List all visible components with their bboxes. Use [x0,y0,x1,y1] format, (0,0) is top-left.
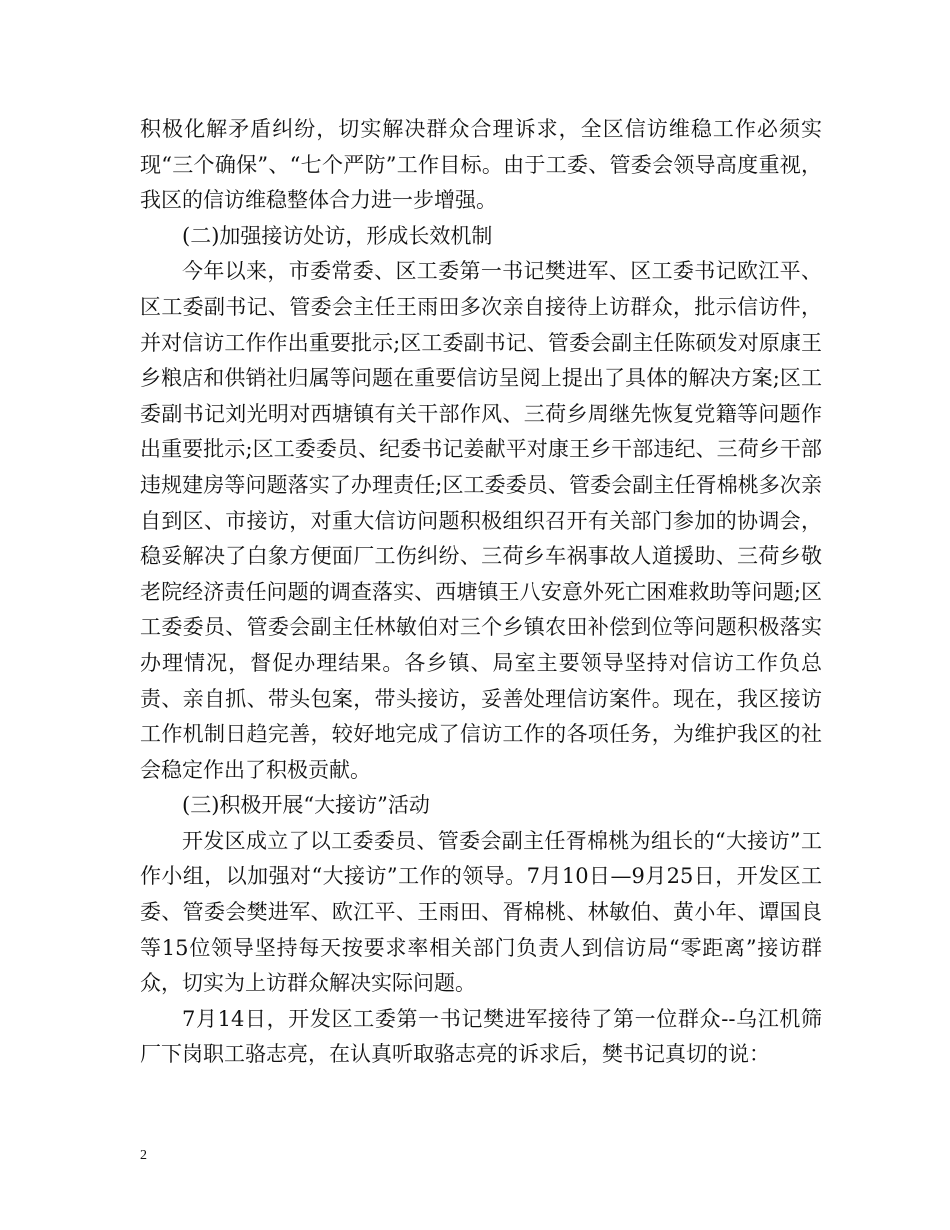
document-body [140,112,822,1073]
section-heading-3: (三)积极开展“大接访”活动 [182,793,430,818]
paragraph-big-reception-group: 开发区成立了以工委委员、管委会副主任胥棉桃为组长的“大接访”工作小组，以加强对“大接访”工作的领导。7月10日—9月25日，开发区工委、管委会樊进军、欧江平、王雨田、胥棉桃、林敏伯、黄小年、谭国良等15位领导坚持每天按要求率相关部门负责人到信访局“零距离”接访群众，切实为上访群众解决实际问题。 [140,828,822,996]
paragraph-leaders-reception: 今年以来，市委常委、区工委第一书记樊进军、区工委书记欧江平、区工委副书记、管委会主任王雨田多次亲自接待上访群众，批示信访件，并对信访工作作出重要批示;区工委副书记、管委会副主任陈硕发对原康王乡粮店和供销社归属等问题在重要信访呈阅上提出了具体的解决方案;区工委副书记刘光明对西塘镇有关干部作风、三荷乡周继先恢复党籍等问题作出重要批示;区工委委员、纪委书记姜献平对康王乡干部违纪、三荷乡干部违规建房等问题落实了办理责任;区工委委员、管委会副主任胥棉桃多次亲自到区、市接访，对重大信访问题积极组织召开有关部门参加的协调会，稳妥解决了白象方便面厂工伤纠纷、三荷乡车祸事故人道援助、三荷乡敬老院经济责任问题的调查落实、西塘镇王八安意外死亡困难救助等问题;区工委委员、管委会副主任林敏伯对三个乡镇农田补偿到位等问题积极落实办理情况，督促办理结果。各乡镇、局室主要领导坚持对信访工作负总责、亲自抓、带头包案，带头接访，妥善处理信访案件。现在，我区接访工作机制日趋完善，较好地完成了信访工作的各项任务，为维护我区的社会稳定作出了积极贡献。 [140,259,822,782]
section-heading-2: (二)加强接访处访，形成长效机制 [182,223,493,248]
page-number: 2 [140,1148,147,1163]
paragraph-continuation: 积极化解矛盾纠纷，切实解决群众合理诉求，全区信访维稳工作必须实现“三个确保”、“七个严防”工作目标。由于工委、管委会领导高度重视，我区的信访维稳整体合力进一步增强。 [140,117,822,213]
paragraph-july-14: 7月14日，开发区工委第一书记樊进军接待了第一位群众--乌江机筛厂下岗职工骆志亮，在认真听取骆志亮的诉求后，樊书记真切的说： [140,1006,822,1067]
